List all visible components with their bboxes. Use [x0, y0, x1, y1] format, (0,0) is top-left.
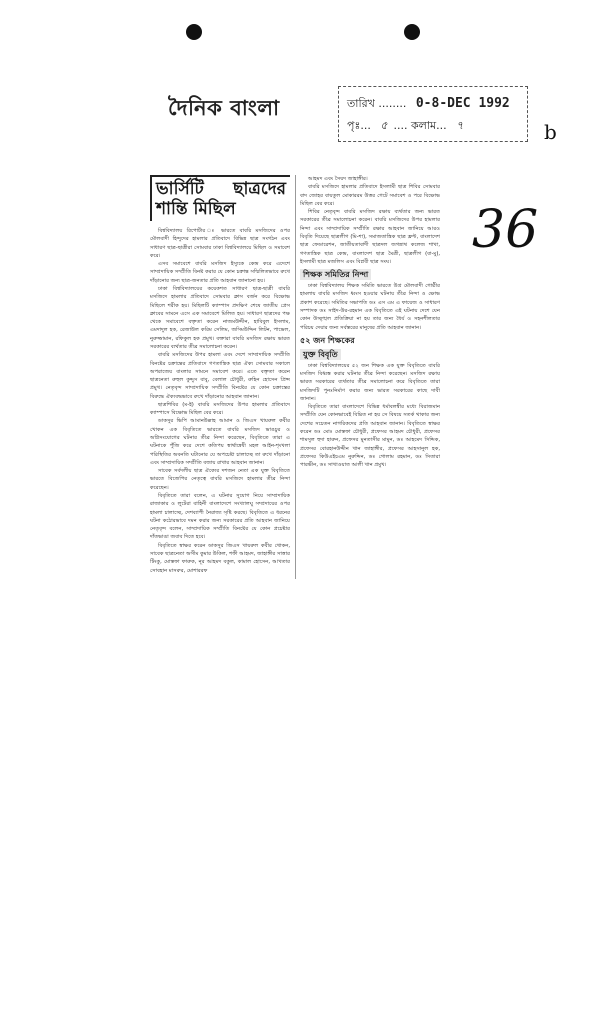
date-stamp	[338, 86, 528, 142]
article-headline: ভার্সিটি ছাত্রদের শান্তি মিছিল	[150, 175, 290, 221]
subhead-joint-statement	[300, 349, 440, 360]
article-paragraph: বাবরি মসজিদের উপর হামলা এবং দেশে সাম্প্রদায়িক সম্প্রীতি বিনষ্টের চক্রান্তের প্রতিবাদে গণতান্ত্রিক ছাত্র ঐক্য সোমবার সকালে অপরাজেয় বাংলার সামনে সমাবেশ করে। এতে বক্তৃতা করেন ছাত্রনেতা রুহুল কুদ্দুস বাবু, বেলাল চৌধুরী, রুহিন হোসেন প্রিন্স প্রমুখ। নেতৃবৃন্দ সাম্প্রদায়িক সম্প্রীতি বিনষ্টের যে কোন চক্রান্তের বিরুদ্ধে ঐক্যবদ্ধভাবে রুখে দাঁড়ানোর আহবান জানান।	[150, 352, 290, 400]
right-paragraphs	[300, 175, 440, 266]
stamp-column-label: কলাম	[410, 119, 437, 132]
subhead-joint-statement-text: যুক্ত বিবৃতি	[300, 349, 341, 360]
right-paragraphs-3	[300, 362, 440, 470]
article-paragraph: ঢাকা বিশ্ববিদ্যালয় শিক্ষক সমিতি ভারতে উগ্র মৌলবাদী গোষ্ঠীর হামলায় বাবরি মসজিদ ধ্বংস হওয়ার ঘটনায় তীব্র নিন্দা ও ক্ষোভ প্রকাশ করেছে। সমিতির সভাপতি ডঃ এস এম এ ফায়েজ ও সাধারণ সম্পাদক ডঃ সাইদ-উর-রহমান এক বিবৃতিতে এই ঘটনায় দেশে যেন কোন উচ্ছৃঙ্খল প্রতিক্রিয়া না হয় তার জন্য ধৈর্য ও সহনশীলতার পরিচয় দেয়ার জন্য সর্বস্তরের মানুষের প্রতি আহবান জানান।	[300, 283, 440, 331]
stamp-date-label: তারিখ	[347, 97, 375, 110]
article-paragraph: ঢাকা বিশ্ববিদ্যালয়ের কয়েকশত সাধারণ ছাত্র-ছাত্রী বাবরি মসজিদে হামলার প্রতিবাদে সোমবার ক্লাস বর্জন করে বিক্ষোভ মিছিলে শরীক হয়। মিছিলটি ক্যাম্পাস প্রদক্ষিণ শেষে জাতীয় প্রেস ক্লাবের সামনে এসে এক সমাবেশে মিলিত হয়। সাধারণ ছাত্রদের পক্ষ থেকে সমাবেশে বক্তৃতা করেন নাজমউদ্দীন, হাবিবুল ইসলাম, এমদাদুল হক, রেজাউল করিম সেলিম, জসিমউদ্দিন লিটন, পাভেল, নুরুজ্জামান, রফিকুল হক প্রমুখ। বক্তারা বাবরি মসজিদ রক্ষায় ভারত সরকারের ব্যর্থতার তীব্র সমালোচনা করেন।	[150, 285, 290, 350]
article-paragraph: বিবৃতিতে তারা বলেন, এ ঘটনার সুযোগ নিয়ে সাম্প্রদায়িক রাজাকার ও লুটেরা বাহিনী বাংলাদেশে সংখ্যালঘু সম্প্রদায়ের ওপর হামলা চালাচ্ছে, দেশব্যাপী নৈরাজ্য সৃষ্টি করছে। বিবৃতিতে এ ধরনের ঘটনা কঠোরভাবে দমন করার জন্য সরকারের প্রতি আহবান জানিয়ে নেতৃবৃন্দ বলেন, সাম্প্রদায়িক সম্প্রীতি বিনষ্টের যে কোন প্রচেষ্টার দাঁতভাঙা জবাব দিতে হবে।	[150, 493, 290, 541]
article-paragraph: সাবেক সর্বদলীয় ছাত্র ঐক্যের দশজন নেতা এক যুক্ত বিবৃতিতে ভারতে বিজেপির নেতৃত্বে বাবরি মসজিদে হামলার তীব্র নিন্দা করেছেন।	[150, 468, 290, 491]
punch-hole-right	[404, 24, 420, 40]
article-right-column	[300, 175, 440, 469]
article-paragraph: আহমদ এবং সৈয়দ জাহাঙ্গীর।	[308, 176, 368, 182]
subhead-teachers-association-text: শিক্ষক সমিতির নিন্দা	[300, 269, 371, 280]
newspaper-clipping	[146, 175, 438, 581]
article-paragraph: বিবৃতিতে স্বাক্ষর করেন ডাকসুর জিএস খায়রুল কবীর খোকন, সাবেক ছাত্রনেতা অসীম কুমার উকিল, শফী আহমদ, জাহাঙ্গীর সাত্তার টিংকু, মোস্তফা ফারুক, নূর আহমদ বকুল, কামাল হোসেন, আখতার সোবহান মাসরুর, মোশাররফ	[150, 542, 290, 574]
handwritten-page-number: 36	[472, 200, 539, 260]
article-paragraph: বিশ্ববিদ্যালয় রিপোর্টার ঃ ভারতে বাবরি মসজিদের ওপর মৌলবাদী হিন্দুদের হামলার প্রতিবাদে বিভিন্ন ছাত্র সংগঠন এবং সাধারণ ছাত্র-ছাত্রীরা সোমবার ঢাকা বিশ্ববিদ্যালয়ে মিছিল ও সমাবেশ করে।	[150, 228, 290, 259]
stamp-column-value: ৭	[456, 119, 464, 132]
article-paragraph: ছাত্রশিবির (ম-ই) বাবরি মসজিদের উপর হামলার প্রতিবাদে ক্যাম্পাসে বিক্ষোভ মিছিল বের করে।	[150, 401, 290, 417]
article-paragraph: শিবির নেতৃবৃন্দ বাবরি মসজিদ রক্ষায় ব্যর্থতার জন্য ভারত সরকারের তীব্র সমালোচনা করেন। বাবরি মসজিদের উপর হামলার নিন্দা এবং সাম্প্রদায়িক সম্প্রীতি রক্ষার আহবান জানিয়ে আরও বিবৃতি দিয়েছে ছাত্রলীগ (মি-শা), সমাজতান্ত্রিক ছাত্র ফ্রন্ট, বাংলাদেশ ছাত্র ফেডারেশন, জাতীয়তাবাদী ছাত্রদল জগন্নাথ কলেজ শাখা, গণতান্ত্রিক ছাত্র কেন্দ্র, বাংলাদেশ ছাত্র মৈত্রী, ছাত্রলীগ (বা-মু), ইসলামী ছাত্র মজলিস এবং বিপ্লবী ছাত্র সংঘ।	[300, 209, 440, 265]
stamp-page-value: ৫	[380, 119, 388, 132]
stamp-page-row: পৃঃ... ৫ .... কলাম... ৭	[347, 119, 464, 132]
newspaper-masthead: দৈনিক বাংলা	[168, 95, 280, 120]
article-paragraph: এসব সমাবেশে বাবরি মসজিদ ইস্যুকে কেন্দ্র করে এদেশে সাম্প্রদায়িক সম্প্রীতি বিনষ্ট করার যে কোন চক্রান্ত সম্মিলিতভাবে রুখে দাঁড়ানোর জন্য ছাত্র-জনতার প্রতি আহবান জানানো হয়।	[150, 261, 290, 284]
stamp-page-label: পৃঃ	[347, 119, 361, 132]
subhead-teachers-association	[300, 269, 440, 280]
stamp-date-row: তারিখ ........ 0-8-DEC 1992	[347, 96, 510, 111]
left-paragraphs	[150, 227, 290, 575]
article-paragraph: ঢাকা বিশ্ববিদ্যালয়ের ৫২ জন শিক্ষক এক যুক্ত বিবৃতিতে বাবরি মসজিদ বিধ্বস্ত করার ঘটনার তীব্র নিন্দা করেছেন। মসজিদ রক্ষায় ভারত সরকারের ব্যর্থতার তীব্র সমালোচনা করে বিবৃতিতে তারা মসজিদটি পুনঃনির্মাণ করার জন্য ভারত সরকারের কাছে দাবী জানান।	[300, 362, 440, 402]
handwritten-mark-b: b	[544, 120, 557, 144]
right-paragraphs-2	[300, 282, 440, 332]
article-paragraph: বিবৃতিতে তারা বাংলাদেশে বিভিন্ন ধর্মাবলম্বীর মধ্যে বিরাজমান সম্প্রীতি যেন কোনভাবেই বিঘ্নিত না হয় সে বিষয়ে সতর্ক থাকার জন্য দেশের সচেতন নাগরিকদের প্রতি আহবান জানান। বিবৃতিতে স্বাক্ষর করেন ডঃ মোঃ মোস্তফা চৌধুরী, প্রফেসর আহমদ চৌধুরী, প্রফেসর শামসুল হুদা হারুন, প্রফেসর মুনতাসীর মামুন, ডঃ আহমেদ সিদ্দিক, প্রফেসর বোরহানউদ্দীন খান জাহাঙ্গীর, প্রফেসর আহসানুল হক, প্রফেসর কিউএইচএম নুরুদ্দিন, ডঃ গোলাম রহমান, ডঃ সিতারা পারভীন, ডঃ সাখাওয়াত আলী খান প্রমুখ।	[300, 404, 440, 469]
stamp-date-value: 0-8-DEC 1992	[415, 96, 510, 111]
article-paragraph: বাবরি মসজিদে হামলার প্রতিবাদে ইসলামী ছাত্র শিবির সোমবার বাদ জোহর বায়তুল মোকাররম উত্তর গেটে সমাবেশ ও পরে বিক্ষোভ মিছিল বের করে।	[300, 184, 440, 207]
subhead-52-teachers: ৫২ জন শিক্ষকের	[300, 335, 355, 345]
column-divider	[295, 175, 296, 579]
article-paragraph: ডাকসুর ভিপি আমানউল্লাহ আমান ও জিএস খায়রুল কবীর খোকন এক বিবৃতিতে ভারতে বাবরি মসজিদ ভাঙচুর ও অগ্নিসংযোগের ঘটনার তীব্র নিন্দা করেছেন, বিবৃতিতে তারা এ ঘটনাকে পুঁজি করে দেশে কতিপয় স্বার্থান্বেষী মহল আইন-শৃংখলা পরিস্থিতির অবনতি ঘটানোর যে অপচেষ্টা চালাচ্ছে তা রুখে দাঁড়ানো এবং সাম্প্রদায়িক সম্প্রীতি বজায় রাখার আহবান জানান।	[150, 418, 290, 466]
article-left-column	[150, 175, 290, 575]
punch-hole-left	[186, 24, 202, 40]
